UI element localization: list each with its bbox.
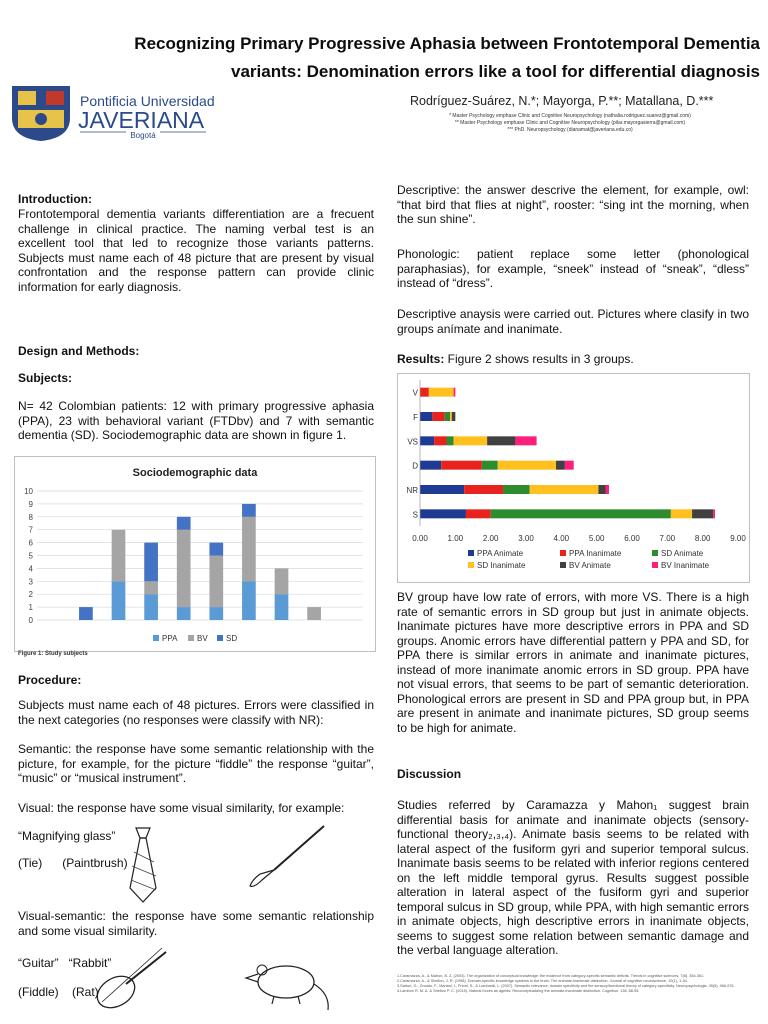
chart1-bar-bv	[242, 517, 256, 582]
chart1-y-tick: 8	[28, 512, 33, 522]
chart2-bar-segment	[452, 412, 456, 421]
chart2-bar-segment	[434, 436, 446, 445]
affiliation-1: * Master Psychology emphase Clinic and Cognitive Neuropsychology (nathalia.rodriguez.suarez@gmail.com)	[449, 113, 691, 119]
visual-semantic-responses: “Guitar” “Rabbit”	[18, 956, 112, 970]
logo-line-2: JAVERIANA	[78, 107, 205, 133]
chart1-y-tick: 6	[28, 538, 33, 548]
chart1-bar-bv	[144, 581, 158, 594]
chart2-bar-segment	[429, 388, 454, 397]
procedure-text: Subjects must name each of 48 pictures. Errors were classified in the next categories (no responses were classify with NR):	[18, 698, 374, 727]
chart1-legend-swatch	[188, 635, 194, 641]
chart2-category-label: VS	[407, 437, 418, 447]
chart2-x-tick: 2.00	[482, 534, 499, 543]
results-heading: Results:	[397, 352, 445, 366]
references	[397, 974, 752, 994]
chart2-legend-swatch	[560, 562, 566, 568]
affiliation-2: ** Master Psychology emphase Clinic and Cognitive Neuropsychology (pilar.mayorgasierra@gmail.com)	[454, 120, 686, 126]
chart2-bar-segment	[530, 485, 599, 494]
chart1-bar-bv	[112, 530, 126, 582]
chart2-category-label: F	[413, 413, 418, 422]
chart2-legend-label: SD Animate	[661, 549, 704, 558]
chart2-bar-segment	[515, 436, 536, 445]
affiliations	[405, 113, 735, 134]
chart2-x-tick: 6.00	[624, 534, 640, 543]
chart2-bar-segment	[598, 485, 605, 494]
chart2-category-label: S	[412, 510, 418, 520]
visual-definition: Visual: the response have some visual similarity, for example:	[18, 801, 345, 815]
chart1-legend-swatch	[217, 635, 223, 641]
authors: Rodríguez-Suárez, N.*; Mayorga, P.**; Matallana, D.***	[410, 94, 714, 108]
chart1-legend-label: BV	[197, 634, 208, 643]
chart1-y-tick: 4	[28, 564, 33, 574]
reference-4: 4.Lambon R. M. A. & Shelton P. C. (2015). Natural forces as agents: Reconceptualizing the animate-inanimate distinction. Cognition, 136, 88-95.	[397, 989, 640, 993]
discussion-text: Studies referred by Caramazza y Mahon₁ suggest brain differential basis for animate and inanimate objects (sensory-functional theory₂,₃,₄). Animate basis seems to be related with lateral aspect of the fusiform gyri and superior temporal sulcus. Inanimate basis seems to be related with inferior regions centered on the left middle temporal gyrus. Results suggest possible alteration in lateral aspect of the fusiform gyri and superior temporal sulcus in SD group, while PPA, with high semantic errors in animate objects, high descriptive errors in inanimate objects, seems to suggest some relation between semantic damage and the verbal language alteration.	[397, 798, 749, 957]
chart2-bar-segment	[420, 509, 466, 518]
chart2-x-tick: 7.00	[659, 534, 676, 543]
chart2-legend-label: BV Animate	[569, 561, 611, 570]
chart1-bar-sd	[177, 517, 191, 530]
chart1-y-tick: 7	[28, 525, 33, 535]
figure-2	[397, 373, 750, 583]
chart2-legend-swatch	[468, 562, 474, 568]
chart2-legend-swatch	[468, 550, 474, 556]
errors-chart	[398, 374, 749, 582]
visual-semantic-definition: Visual-semantic: the response have some semantic relationship and some visual similarity.	[18, 909, 374, 938]
intro-text: Frontotemporal dementia variants differentiation are a frecuent challenge in clinical practice. The naming verbal test is an excellent tool that led to recognize those variants patterns. Subjects must name each of 48 picture that are present by visual confrontation and the response pattern can provide clinic information for early diagnosis.	[18, 207, 374, 294]
title-line-2: variants: Denomination errors like a tool for differential diagnosis	[231, 62, 760, 81]
chart1-bar-sd	[144, 543, 158, 582]
poster-title	[60, 30, 760, 86]
chart2-x-tick: 0.00	[412, 534, 428, 543]
discussion-heading: Discussion	[397, 767, 462, 781]
chart1-bar-ppa	[144, 594, 158, 620]
chart1-bar-ppa	[177, 607, 191, 620]
chart1-y-tick: 3	[28, 577, 33, 587]
chart2-bar-segment	[498, 461, 556, 470]
reference-1: 1.Caramazza, A., & Mahon, B. Z. (2003). The organization of conceptual knowledge: the evidence from category-specific semantic deficits. Trends in cognitive sciences, 7(8), 354-361.	[397, 974, 705, 978]
chart2-bar-segment	[671, 509, 692, 518]
results-intro: Figure 2 shows results in 3 groups.	[444, 352, 634, 366]
chart1-bar-bv	[177, 530, 191, 607]
chart2-category-label: V	[412, 388, 418, 398]
chart2-bar-segment	[606, 485, 610, 494]
chart1-bar-ppa	[112, 581, 126, 620]
chart2-bar-segment	[454, 388, 456, 397]
chart2-bar-segment	[482, 461, 498, 470]
chart2-x-tick: 4.00	[553, 534, 570, 543]
chart1-y-tick: 1	[28, 603, 33, 613]
chart1-y-tick: 10	[24, 487, 33, 496]
chart1-y-tick: 0	[28, 616, 33, 625]
chart2-category-label: D	[412, 461, 418, 471]
intro-heading: Introduction:	[18, 192, 92, 206]
descriptive-definition: Descriptive: the answer descrive the element, for example, owl: “that bird that flies at night”, rooster: “sing int the morning, when the sun shine”.	[397, 183, 749, 226]
chart1-bar-bv	[209, 556, 223, 608]
affiliation-3: *** PhD. Neuropsychology (dianamat@javeriana.edu.co)	[507, 127, 633, 133]
chart1-bar-ppa	[242, 581, 256, 620]
chart2-bar-segment	[420, 485, 464, 494]
chart2-x-tick: 8.00	[694, 534, 711, 543]
chart2-legend-label: PPA Inanimate	[569, 549, 622, 558]
chart1-y-tick: 5	[28, 551, 33, 561]
chart1-legend-label: SD	[226, 634, 238, 643]
logo-line-3: Bogotá	[130, 131, 156, 140]
chart2-bar-segment	[556, 461, 565, 470]
chart2-bar-segment	[503, 485, 530, 494]
results-line	[397, 352, 749, 366]
rat-illustration-icon	[244, 944, 334, 1014]
subjects-text: N= 42 Colombian patients: 12 with primary progressive aphasia (PPA), 23 with behavioral variant (FTDbv) and 7 with semantic dementia (SD). Sociodemographic data are shown in figure 1.	[18, 399, 374, 442]
chart2-bar-segment	[420, 412, 432, 421]
chart1-y-tick: 9	[28, 499, 33, 509]
subjects-heading: Subjects:	[18, 371, 73, 385]
chart1-bar-bv	[275, 568, 289, 594]
chart2-x-tick: 5.00	[588, 534, 605, 543]
chart2-bar-segment	[466, 509, 491, 518]
design-heading: Design and Methods:	[18, 344, 140, 358]
chart2-legend-label: BV Inanimate	[661, 561, 710, 570]
chart2-legend-label: PPA Animate	[477, 549, 524, 558]
results-text: BV group have low rate of errors, with more VS. There is a high rate of semantic errors in SD group but just in animate objects. Inanimate pictures have more descriptive errors in PPA and SD groups. Anomic errors have differential pattern y PPA and SD, for PPA there is similar errors in animate and inanimate pictures, instead of more inanimate anomic errors in SD group. PPA have not visual errors, that seems to be part of semantic deterioration. Phonological errors are present in SD and PPA group but, in PPA are present in animate and inanimate pictures, SD group seems to be high for animate.	[397, 590, 749, 735]
chart2-x-tick: 9.00	[730, 534, 746, 543]
fiddle-illustration-icon	[92, 944, 172, 1014]
descriptive-analysis: Descriptive anaysis were carried out. Pictures where clasify in two groups anímate and inanimate.	[397, 307, 749, 336]
chart2-legend-label: SD Inanimate	[477, 561, 526, 570]
visual-example-pictures: (Tie) (Paintbrush)	[18, 856, 128, 870]
chart2-bar-segment	[450, 412, 452, 421]
chart2-bar-segment	[692, 509, 713, 518]
chart1-legend-label: PPA	[162, 634, 178, 643]
chart2-bar-segment	[445, 412, 450, 421]
phonologic-definition: Phonologic: patient replace some letter (phonological paraphasias), for example, “sneek” instead of “sneak”, “dless” instead of “dress”.	[397, 247, 749, 290]
chart2-bar-segment	[432, 412, 444, 421]
chart2-bar-segment	[565, 461, 574, 470]
javeriana-logo-icon	[8, 84, 228, 142]
logo-line-1: Pontificia Universidad	[80, 93, 215, 109]
chart1-bar-sd	[242, 504, 256, 517]
chart2-bar-segment	[464, 485, 503, 494]
chart1-bar-bv	[307, 607, 321, 620]
visual-example-response: “Magnifying glass”	[18, 829, 116, 843]
visual-semantic-pictures: (Fiddle) (Rat)	[18, 985, 99, 999]
chart1-y-tick: 2	[28, 590, 33, 600]
chart2-legend-swatch	[560, 550, 566, 556]
tie-illustration-icon	[118, 822, 168, 906]
chart1-bar-ppa	[209, 607, 223, 620]
chart2-bar-segment	[487, 436, 515, 445]
chart2-x-tick: 3.00	[518, 534, 534, 543]
chart2-bar-segment	[454, 436, 488, 445]
chart2-bar-segment	[447, 436, 454, 445]
chart2-bar-segment	[441, 461, 482, 470]
reference-2: 2.Caramazza, A., & Shelton, J. R. (1998). Domain-specific knowledge systems in the brain: The animate-inanimate distinction. Journal of cognitive neuroscience, 10(1), 1-34.	[397, 979, 688, 983]
figure-1-caption: Figure 1: Study subjects	[18, 651, 88, 657]
procedure-heading: Procedure:	[18, 673, 82, 687]
university-logo	[8, 84, 228, 142]
figure-1	[14, 456, 376, 652]
chart2-bar-segment	[420, 388, 429, 397]
chart1-legend-swatch	[153, 635, 159, 641]
chart1-bar-sd	[79, 607, 93, 620]
semantic-definition: Semantic: the response have some semantic relationship with the picture, for example, for the picture “fiddle” the response “guitar”, “music” or “musical instrument”.	[18, 742, 374, 785]
sociodemographic-chart	[15, 457, 375, 651]
chart2-bar-segment	[420, 436, 434, 445]
chart2-x-tick: 1.00	[447, 534, 464, 543]
title-line-1: Recognizing Primary Progressive Aphasia between Frontotemporal Dementia	[134, 34, 760, 53]
chart2-legend-swatch	[652, 550, 658, 556]
paintbrush-illustration-icon	[244, 822, 334, 892]
chart1-bar-sd	[209, 543, 223, 556]
chart2-bar-segment	[420, 461, 441, 470]
chart2-bar-segment	[713, 509, 715, 518]
chart2-legend-swatch	[652, 562, 658, 568]
chart2-category-label: NR	[406, 486, 418, 495]
reference-3: 3.Sartori, G., Gnoato, F., Mariani, I., Prioni, S., & Lombardi, L. (2007). Semantic relevance, domain specificity and the sensory/functional theory of category-specificity. Neuropsychologia, 45(5), 966-976.	[397, 984, 735, 988]
chart1-title: Sociodemographic data	[132, 467, 258, 479]
chart2-bar-segment	[491, 509, 671, 518]
chart1-bar-ppa	[275, 594, 289, 620]
